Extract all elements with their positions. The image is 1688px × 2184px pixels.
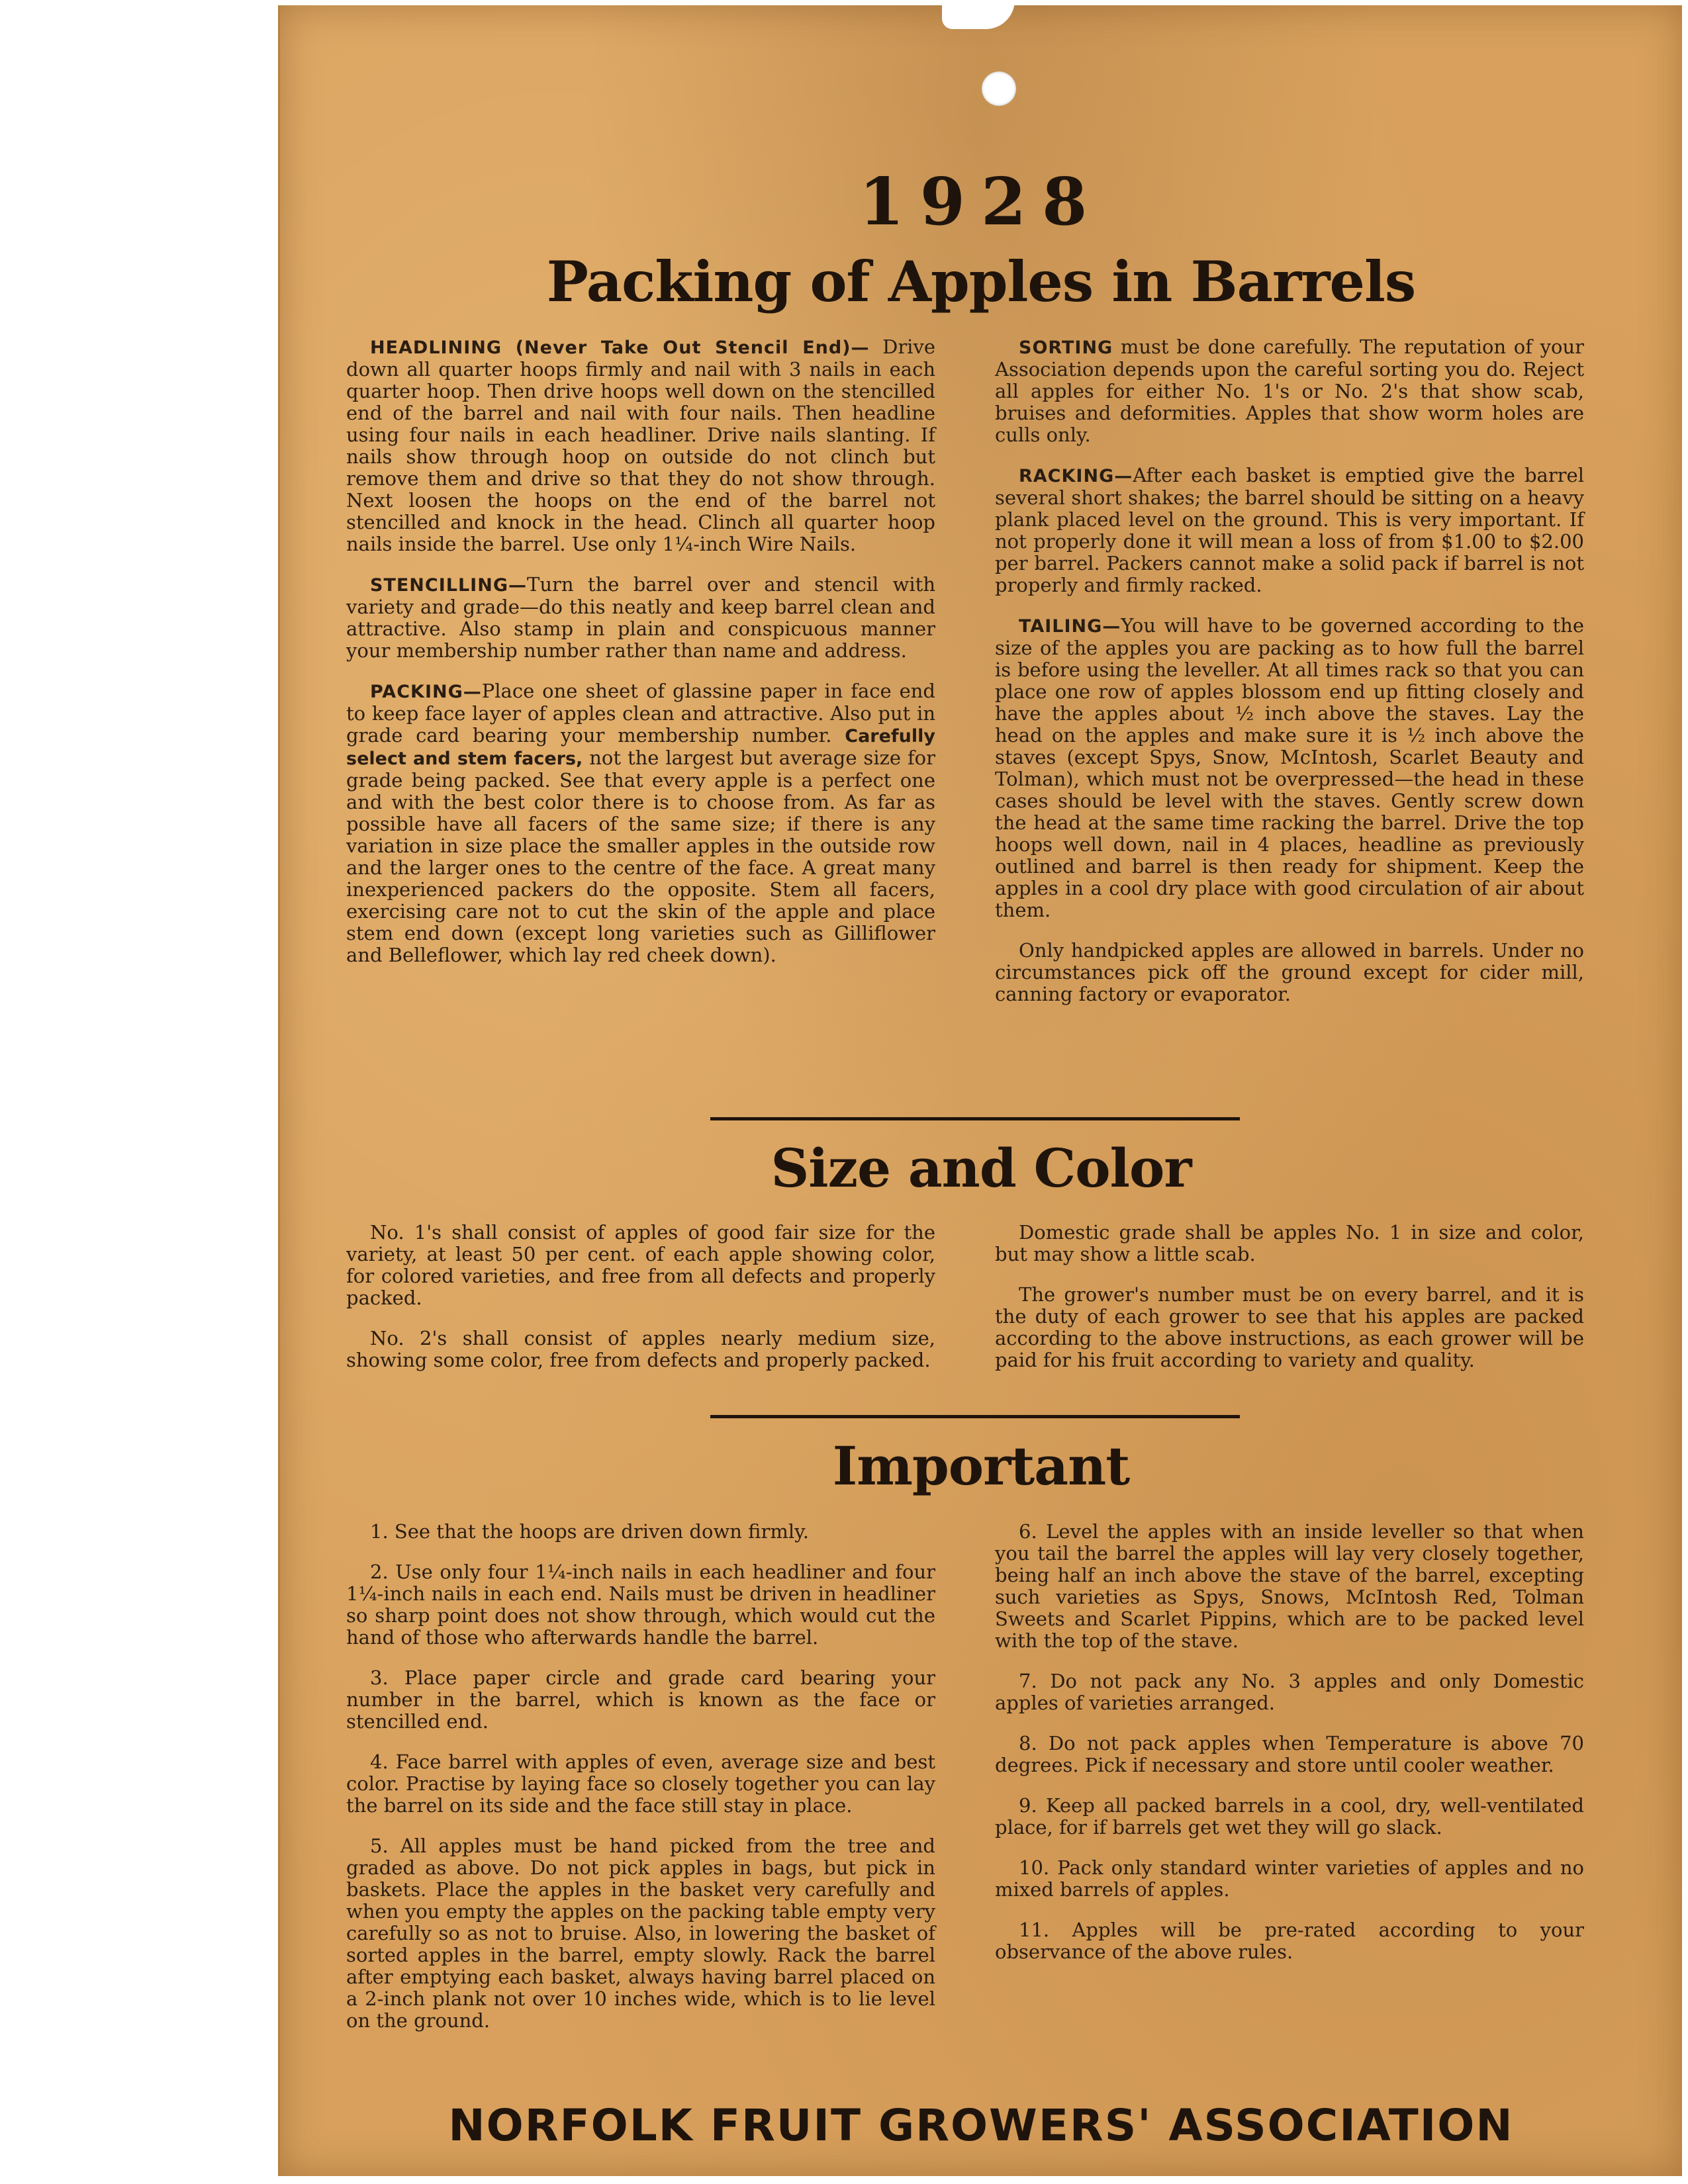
tailing-label: TAILING— [1019, 616, 1121, 637]
important-item-8: 8. Do not pack apples when Temperature is above 70 degrees. Pick if necessary and store until cooler weather. [995, 1732, 1584, 1776]
domestic-grade-paragraph: Domestic grade shall be apples No. 1 in size and color, but may show a little scab. [995, 1221, 1584, 1265]
important-left-column [346, 1521, 935, 2050]
important-item-7: 7. Do not pack any No. 3 apples and only Domestic apples of varieties arranged. [995, 1670, 1584, 1714]
important-title: Important [832, 1435, 1130, 1497]
packing-text-2: not the largest but average size for grade being packed. See that every apple is a perfect one and with the best color there is to choose from. As far as possible have all facers of the same size; if there is any variation in size place the smaller apples in the outside row and the larger ones to the centre of the face. A great many inexperienced packers do the opposite. Stem all facers, exercising care not to cut the skin of the apple and place stem end down (except long varieties such as Gilliflower and Belleflower, which lay red cheek down). [346, 747, 936, 966]
size-color-title: Size and Color [771, 1137, 1192, 1199]
packing-left-column [346, 336, 935, 985]
packing-right-column [995, 336, 1584, 1024]
size-color-left-column [346, 1222, 935, 1390]
important-right-column [995, 1521, 1584, 1981]
page-title: Packing of Apples in Barrels [546, 249, 1416, 314]
sorting-paragraph [995, 336, 1584, 446]
packing-emphasis: Carefully select and stem facers, [346, 726, 935, 769]
important-item-10: 10. Pack only standard winter varieties of apples and no mixed barrels of apples. [995, 1856, 1584, 1901]
packing-text-1: Place one sheet of glassine paper in face end to keep face layer of apples clean and attractive. Also put in grade card bearing your membership number. [346, 680, 935, 747]
document-year: 1928 [859, 164, 1103, 240]
grower-number-paragraph: The grower's number must be on every barrel, and it is the duty of each grower to see that his apples are packed according to the above instructions, as each grower will be paid for his fruit according to variety and quality. [995, 1283, 1584, 1371]
racking-paragraph [995, 465, 1584, 596]
handpicked-paragraph: Only handpicked apples are allowed in barrels. Under no circumstances pick off the ground except for cider mill, canning factory or evaporator. [995, 939, 1584, 1005]
important-item-11: 11. Apples will be pre-rated according to your observance of the above rules. [995, 1919, 1584, 1963]
no2-grade-paragraph: No. 2's shall consist of apples nearly medium size, showing some color, free from defects and properly packed. [346, 1327, 935, 1371]
racking-label: RACKING— [1019, 466, 1133, 486]
association-footer: NORFOLK FRUIT GROWERS' ASSOCIATION [448, 2100, 1514, 2151]
important-item-9: 9. Keep all packed barrels in a cool, dry, well-ventilated place, for if barrels get wet they will go slack. [995, 1794, 1584, 1839]
important-item-6: 6. Level the apples with an inside leveller so that when you tail the barrel the apples will lay very closely together, being half an inch above the stave of the barrel, excepting such varieties as Spys, Snows, McIntosh Red, Tolman Sweets and Scarlet Pippins, which are to be packed level with the top of the stave. [995, 1520, 1584, 1652]
torn-corner [942, 0, 1015, 29]
tailing-paragraph [995, 615, 1584, 921]
packing-label: PACKING— [370, 682, 482, 702]
headlining-label: HEADLINING (Never Take Out Stencil End)— [370, 338, 870, 358]
headlining-paragraph [346, 336, 935, 555]
sorting-label: SORTING [1019, 338, 1113, 358]
important-item-2: 2. Use only four 1¼-inch nails in each headliner and four 1¼-inch nails in each end. Nails must be driven in headliner so sharp point does not show through, which would cut the hand of those who afterwards handle the barrel. [346, 1561, 935, 1649]
important-item-5: 5. All apples must be hand picked from the tree and graded as above. Do not pick apples in bags, but pick in baskets. Place the apples in the basket very carefully and when you empty the apples on the packing table empty very carefully so as not to bruise. Also, in lowering the basket of sorted apples in the barrel, empty slowly. Rack the barrel after emptying each basket, always having barrel placed on a 2-inch plank not over 10 inches wide, which is to lie level on the ground. [346, 1835, 935, 2032]
document-sheet [278, 5, 1682, 2176]
packing-paragraph [346, 680, 935, 966]
headlining-text: Drive down all quarter hoops firmly and nail with 3 nails in each quarter hoop. Then drive hoops well down on the stencilled end of the barrel and nail with four nails. Then headline using four nails in each headliner. Drive nails slanting. If nails show through hoop on outside do not clinch but remove them and drive so that they do not show through. Next loosen the hoops on the end of the barrel not stencilled and knock in the head. Clinch all quarter hoop nails inside the barrel. Use only 1¼-inch Wire Nails. [346, 336, 935, 555]
tailing-text: You will have to be governed according to the size of the apples you are packing as to how full the barrel is before using the leveller. At all times rack so that you can place one row of apples blossom end up fitting closely and have the apples about ½ inch above the staves. Lay the head on the apples and make sure it is ½ inch above the staves (except Spys, Snow, McIntosh, Scarlet Beauty and Tolman), which must not be overpressed—the head in these cases should be level with the staves. Gently screw down the head at the same time racking the barrel. Drive the top hoops well down, nail in 4 places, headline as previously outlined and barrel is then ready for shipment. Keep the apples in a cool dry place with good circulation of air about them. [995, 614, 1584, 921]
stencilling-paragraph [346, 574, 935, 662]
important-item-4: 4. Face barrel with apples of even, average size and best color. Practise by laying face so closely together you can lay the barrel on its side and the face still stay in place. [346, 1751, 935, 1817]
no1-grade-paragraph: No. 1's shall consist of apples of good fair size for the variety, at least 50 per cent. of each apple showing color, for colored varieties, and free from all defects and properly packed. [346, 1221, 935, 1309]
stencilling-label: STENCILLING— [370, 575, 527, 596]
important-item-1: 1. See that the hoops are driven down firmly. [370, 1520, 809, 1543]
section-divider [710, 1415, 1240, 1418]
section-divider [710, 1117, 1240, 1120]
sorting-text: must be done carefully. The reputation of your Association depends upon the careful sorting you do. Reject all apples for either No. 1's or No. 2's that show scab, bruises and deformities. Apples that show worm holes are culls only. [995, 336, 1584, 446]
hanger-hole [982, 71, 1016, 106]
important-item-3: 3. Place paper circle and grade card bearing your number in the barrel, which is known as the face or stencilled end. [346, 1666, 935, 1733]
size-color-right-column [995, 1222, 1584, 1390]
racking-text: After each basket is emptied give the barrel several short shakes; the barrel should be sitting on a heavy plank placed level on the ground. This is very important. If not properly done it will mean a loss of from $1.00 to $2.00 per barrel. Packers cannot make a solid pack if barrel is not properly and firmly racked. [995, 464, 1584, 596]
stencilling-text: Turn the barrel over and stencil with variety and grade—do this neatly and keep barrel clean and attractive. Also stamp in plain and conspicuous manner your membership number rather than name and address. [346, 573, 935, 662]
